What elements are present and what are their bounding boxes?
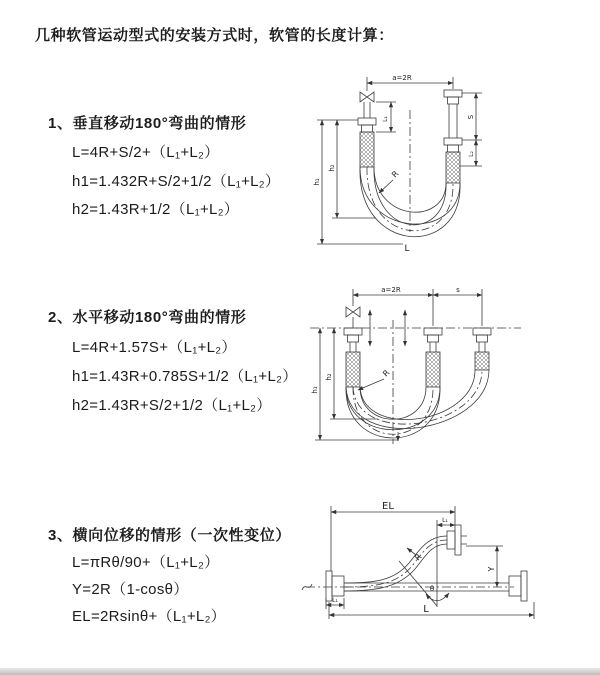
dim-label-width: a=2R bbox=[381, 286, 401, 294]
dim-label-el: EL bbox=[382, 501, 394, 512]
diagram-2-linework bbox=[310, 289, 521, 444]
dim-label-l1-top: L₁ bbox=[442, 517, 448, 524]
flange-neck bbox=[332, 576, 344, 596]
diagram-vertical-180-bend bbox=[310, 68, 600, 263]
diagram-horizontal-180-bend bbox=[308, 282, 600, 457]
dim-label-s: s bbox=[456, 286, 460, 294]
dim-label-s: S bbox=[467, 114, 475, 120]
page-title: 几种软管运动型式的安装方式时，软管的长度计算： bbox=[35, 27, 394, 44]
dim-label-h2: h₂ bbox=[328, 164, 336, 172]
section-2-formula-h1: h1=1.43R+0.785S+1/2（L₁+L₂） bbox=[72, 368, 298, 385]
pipe-stub bbox=[461, 536, 467, 544]
flange bbox=[444, 90, 462, 97]
section-2-formula-h2: h2=1.43R+S/2+1/2（L₁+L₂） bbox=[72, 397, 272, 414]
section-1-formula-l: L=4R+S/2+（L₁+L₂） bbox=[72, 144, 220, 161]
extension-lines bbox=[331, 506, 455, 607]
radius-label: R bbox=[413, 552, 424, 563]
hose-arc-moved bbox=[360, 370, 475, 420]
hose-centerline-arc-moved bbox=[353, 370, 482, 424]
diagram-lateral-displacement bbox=[298, 498, 600, 648]
diagram-1-linework bbox=[317, 77, 482, 244]
hose-braid bbox=[360, 132, 374, 167]
flange-neck bbox=[447, 531, 455, 549]
scan-edge-shadow bbox=[0, 668, 600, 675]
hose-braid bbox=[475, 352, 489, 370]
hose-braid bbox=[446, 152, 460, 183]
dim-label-length: L bbox=[404, 244, 410, 254]
section-3-formula-y: Y=2R（1-cosθ） bbox=[72, 581, 189, 598]
hose-s-curve bbox=[344, 536, 447, 583]
section-1-heading: 1、垂直移动180°弯曲的情形 bbox=[48, 115, 247, 132]
hose-braid bbox=[426, 352, 440, 387]
dim-label-y: Y bbox=[487, 566, 496, 572]
section-3-formula-l: L=πRθ/90+（L₁+L₂） bbox=[72, 554, 220, 571]
hose-centerline bbox=[344, 540, 447, 587]
flange bbox=[424, 328, 442, 335]
pipe-stem bbox=[449, 104, 457, 138]
pipe-stem bbox=[479, 342, 485, 352]
section-1-formula-h2: h2=1.43R+1/2（L₁+L₂） bbox=[72, 201, 240, 218]
dim-label-l1-bottom: L₁ bbox=[332, 597, 338, 604]
radius-leader-arrow bbox=[358, 379, 384, 390]
pipe-stem bbox=[364, 102, 370, 118]
pipe-stem bbox=[350, 342, 356, 352]
hose-braid bbox=[346, 352, 360, 387]
dim-label-l1: L₁ bbox=[382, 116, 389, 122]
flange-neck bbox=[448, 97, 459, 104]
valve-icon bbox=[346, 307, 360, 317]
extension-lines bbox=[353, 289, 482, 326]
section-2-formula-l: L=4R+1.57S+（L₁+L₂） bbox=[72, 339, 237, 356]
section-1-formula-h1: h1=1.432R+S/2+1/2（L₁+L₂） bbox=[72, 173, 281, 190]
hose-arc-moved bbox=[346, 370, 489, 429]
dim-label-length: L bbox=[423, 604, 429, 615]
flange bbox=[521, 571, 527, 601]
flange bbox=[455, 525, 461, 555]
dim-label-h1: h₁ bbox=[313, 178, 321, 186]
valve-icon bbox=[360, 92, 374, 102]
flange-neck bbox=[362, 125, 373, 132]
flange bbox=[326, 571, 332, 601]
flange bbox=[444, 138, 462, 145]
flange-neck bbox=[509, 576, 521, 596]
flange-neck bbox=[477, 335, 488, 342]
extension-lines bbox=[329, 602, 534, 619]
radius-leader-arrow bbox=[379, 180, 393, 193]
flange bbox=[358, 118, 376, 125]
section-2-heading: 2、水平移动180°弯曲的情形 bbox=[48, 309, 247, 326]
flange-neck bbox=[448, 145, 459, 152]
section-3-formula-el: EL=2Rsinθ+（L₁+L₂） bbox=[72, 608, 226, 625]
dim-label-h2: h₂ bbox=[325, 373, 333, 381]
dim-label-l2: L₂ bbox=[468, 151, 475, 157]
radius-label: R bbox=[390, 169, 401, 180]
flange bbox=[344, 328, 362, 335]
angle-label: θ bbox=[429, 585, 435, 593]
flange bbox=[473, 328, 491, 335]
dim-label-width: a=2R bbox=[392, 74, 412, 82]
section-3-heading: 3、横向位移的情形（一次性变位） bbox=[48, 527, 291, 544]
hose-s-curve bbox=[344, 544, 447, 591]
radius-label: R bbox=[381, 368, 392, 379]
flange-neck bbox=[348, 335, 359, 342]
dim-label-h1: h₁ bbox=[311, 386, 319, 394]
flange-neck bbox=[428, 335, 439, 342]
pipe-stem bbox=[430, 342, 436, 352]
